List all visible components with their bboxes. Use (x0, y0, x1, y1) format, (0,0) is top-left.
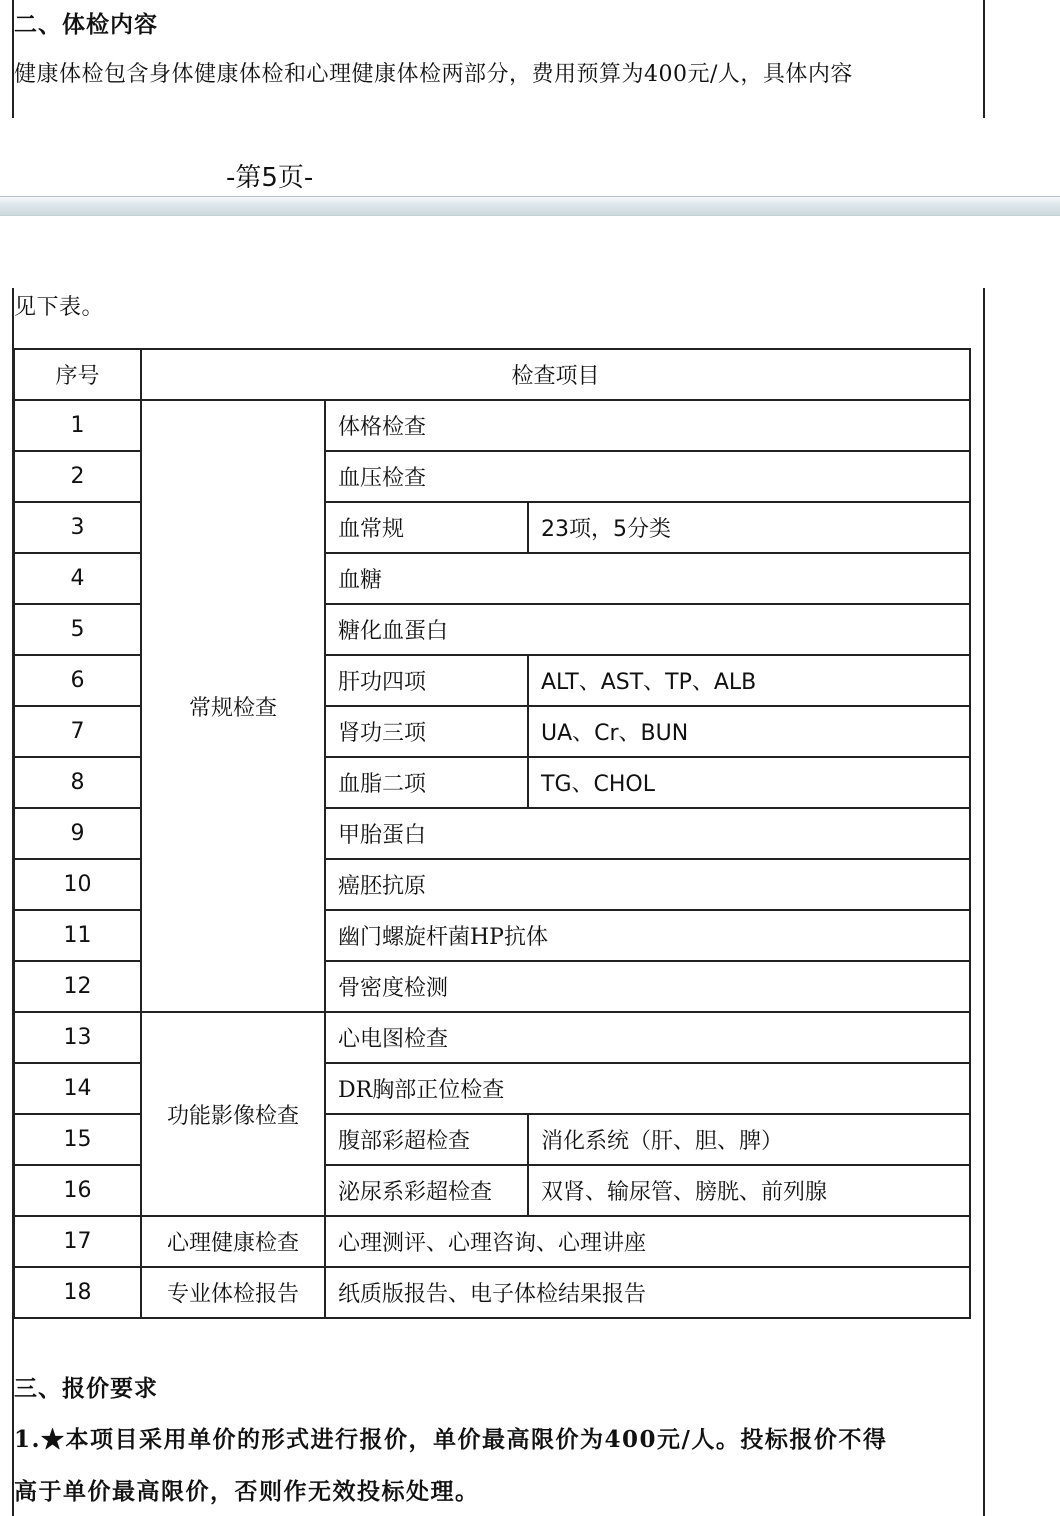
row-seq: 14 (14, 1063, 141, 1114)
row-seq: 13 (14, 1012, 141, 1063)
row-seq: 8 (14, 757, 141, 808)
row-item: 泌尿系彩超检查 (325, 1165, 528, 1216)
table-row (14, 1012, 970, 1063)
row-seq: 18 (14, 1267, 141, 1318)
row-item: 甲胎蛋白 (325, 808, 970, 859)
row-seq: 12 (14, 961, 141, 1012)
row-detail: TG、CHOL (528, 757, 970, 808)
table-row (14, 400, 970, 451)
row-seq: 17 (14, 1216, 141, 1267)
row-detail: ALT、AST、TP、ALB (528, 655, 970, 706)
section2-title: 二、体检内容 (14, 11, 158, 38)
header-items: 检查项目 (141, 349, 970, 400)
row-detail: 消化系统（肝、胆、脾） (528, 1114, 970, 1165)
row-item: 血脂二项 (325, 757, 528, 808)
group-routine: 常规检查 (141, 400, 325, 1012)
row-item: 肝功四项 (325, 655, 528, 706)
row-item: DR胸部正位检查 (325, 1063, 970, 1114)
section3-line2: 高于单价最高限价，否则作无效投标处理。 (14, 1478, 480, 1505)
row-item: 纸质版报告、电子体检结果报告 (325, 1267, 970, 1318)
group-report: 专业体检报告 (141, 1267, 325, 1318)
row-item: 血糖 (325, 553, 970, 604)
row-seq: 7 (14, 706, 141, 757)
group-imaging: 功能影像检查 (141, 1012, 325, 1216)
row-detail: 23项，5分类 (528, 502, 970, 553)
row-item: 体格检查 (325, 400, 970, 451)
page-number: -第5页- (226, 163, 314, 193)
page-separator (0, 196, 1060, 216)
row-seq: 5 (14, 604, 141, 655)
page-border-right-bottom (983, 288, 985, 1516)
row-item: 血压检查 (325, 451, 970, 502)
row-seq: 15 (14, 1114, 141, 1165)
row-seq: 6 (14, 655, 141, 706)
row-item: 肾功三项 (325, 706, 528, 757)
row-item: 骨密度检测 (325, 961, 970, 1012)
row-seq: 2 (14, 451, 141, 502)
header-seq: 序号 (14, 349, 141, 400)
row-seq: 4 (14, 553, 141, 604)
table-header-row (14, 349, 970, 400)
row-seq: 10 (14, 859, 141, 910)
table-row (14, 1267, 970, 1318)
group-psych: 心理健康检查 (141, 1216, 325, 1267)
section3-line1: 1.★本项目采用单价的形式进行报价，单价最高限价为400元/人。投标报价不得 (14, 1426, 888, 1453)
row-item: 幽门螺旋杆菌HP抗体 (325, 910, 970, 961)
row-seq: 3 (14, 502, 141, 553)
row-item: 血常规 (325, 502, 528, 553)
row-seq: 16 (14, 1165, 141, 1216)
row-item: 心电图检查 (325, 1012, 970, 1063)
section3-title: 三、报价要求 (14, 1375, 158, 1402)
row-item: 糖化血蛋白 (325, 604, 970, 655)
row-item: 癌胚抗原 (325, 859, 970, 910)
row-seq: 11 (14, 910, 141, 961)
row-item: 心理测评、心理咨询、心理讲座 (325, 1216, 970, 1267)
row-item: 腹部彩超检查 (325, 1114, 528, 1165)
row-detail: 双肾、输尿管、膀胱、前列腺 (528, 1165, 970, 1216)
row-seq: 9 (14, 808, 141, 859)
exam-items-table (13, 348, 971, 1319)
row-seq: 1 (14, 400, 141, 451)
page-border-right-top (983, 0, 985, 118)
row-detail: UA、Cr、BUN (528, 706, 970, 757)
table-row (14, 1216, 970, 1267)
section2-intro-line1: 健康体检包含身体健康体检和心理健康体检两部分，费用预算为400元/人，具体内容 (14, 62, 853, 87)
section2-intro-line2: 见下表。 (14, 295, 105, 320)
